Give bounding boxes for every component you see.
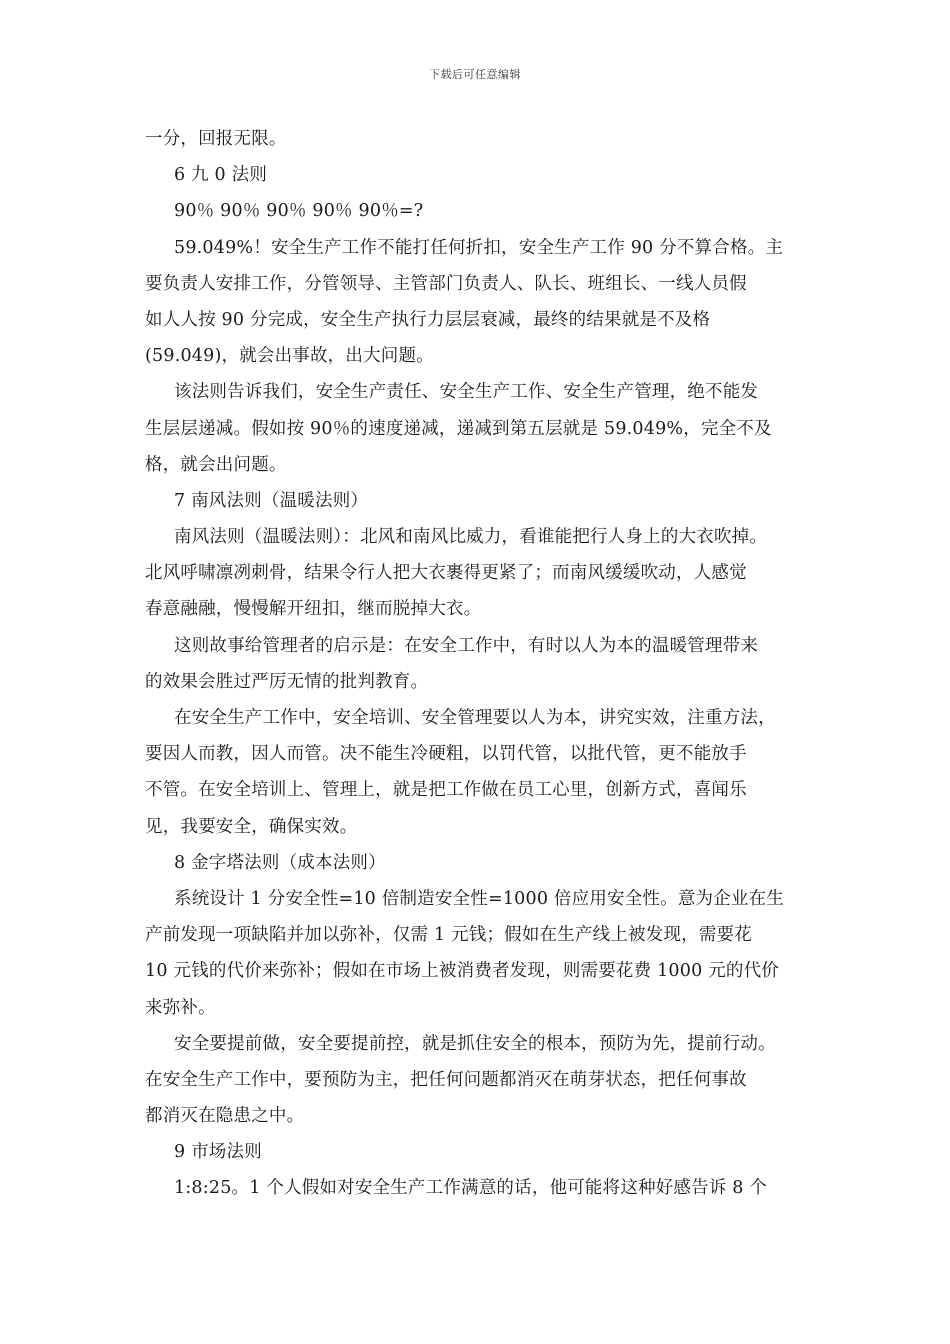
- text-line: 这则故事给管理者的启示是：在安全工作中，有时以人为本的温暖管理带来: [174, 635, 759, 656]
- text-line: 见，我要安全，确保实效。: [145, 816, 358, 837]
- text-line: 10 元钱的代价来弥补；假如在市场上被消费者发现，则需要花费 1000 元的代价: [145, 961, 779, 982]
- text-line: 在安全生产工作中，安全培训、安全管理要以人为本，讲究实效，注重方法，: [174, 708, 776, 728]
- text-line: 59.049%！安全生产工作不能打任何折扣，安全生产工作 90 分不算合格。主: [174, 237, 784, 258]
- text-line: 来弥补。: [145, 997, 216, 1018]
- page-header: 下载后可任意编辑: [429, 68, 521, 81]
- text-line: 春意融融，慢慢解开纽扣，继而脱掉大衣。: [145, 599, 482, 620]
- text-line: 要负责人安排工作，分管领导、主管部门负责人、队长、班组长、一线人员假: [145, 273, 747, 294]
- text-line: 在安全生产工作中，要预防为主，把任何问题都消灭在萌芽状态，把任何事故: [145, 1069, 747, 1090]
- text-line: 90％ 90％ 90％ 90％ 90％=?: [174, 201, 424, 222]
- text-line: 生层层递减。假如按 90％的速度递减，递减到第五层就是 59.049%，完全不及: [145, 418, 772, 439]
- text-line: 系统设计 1 分安全性=10 倍制造安全性=1000 倍应用安全性。意为企业在生: [174, 888, 785, 909]
- text-line: 9 市场法则: [174, 1142, 262, 1163]
- text-line: 不管。在安全培训上、管理上，就是把工作做在员工心里，创新方式，喜闻乐: [145, 780, 747, 801]
- text-line: 7 南风法则（温暖法则）: [174, 490, 369, 511]
- text-line: 的效果会胜过严厉无情的批判教育。: [145, 671, 429, 692]
- text-line: 格，就会出问题。: [145, 454, 287, 475]
- text-line: 该法则告诉我们，安全生产责任、安全生产工作、安全生产管理，绝不能发: [174, 382, 759, 403]
- text-line: (59.049)，就会出事故，出大问题。: [145, 346, 434, 367]
- text-line: 8 金字塔法则（成本法则）: [174, 852, 386, 873]
- text-line: 北风呼啸凛冽刺骨，结果令行人把大衣裹得更紧了；而南风缓缓吹动，人感觉: [145, 563, 747, 584]
- text-line: 南风法则（温暖法则）：北风和南风比威力，看谁能把行人身上的大衣吹掉。: [174, 527, 768, 548]
- text-line: 安全要提前做，安全要提前控，就是抓住安全的根本，预防为先，提前行动。: [174, 1033, 776, 1054]
- document-body: [145, 121, 810, 1207]
- text-line: 一分，回报无限。: [145, 129, 287, 149]
- text-line: 都消灭在隐患之中。: [145, 1106, 305, 1127]
- text-line: 如人人按 90 分完成，安全生产执行力层层衰减，最终的结果就是不及格: [145, 309, 711, 330]
- text-line: 6 九 0 法则: [174, 165, 268, 186]
- text-line: 要因人而教，因人而管。决不能生冷硬粗，以罚代管，以批代管，更不能放手: [145, 744, 747, 765]
- text-line: 产前发现一项缺陷并加以弥补，仅需 1 元钱；假如在生产线上被发现，需要花: [145, 925, 752, 946]
- text-line: 1:8:25。1 个人假如对安全生产工作满意的话，他可能将这种好感告诉 8 个: [174, 1178, 768, 1199]
